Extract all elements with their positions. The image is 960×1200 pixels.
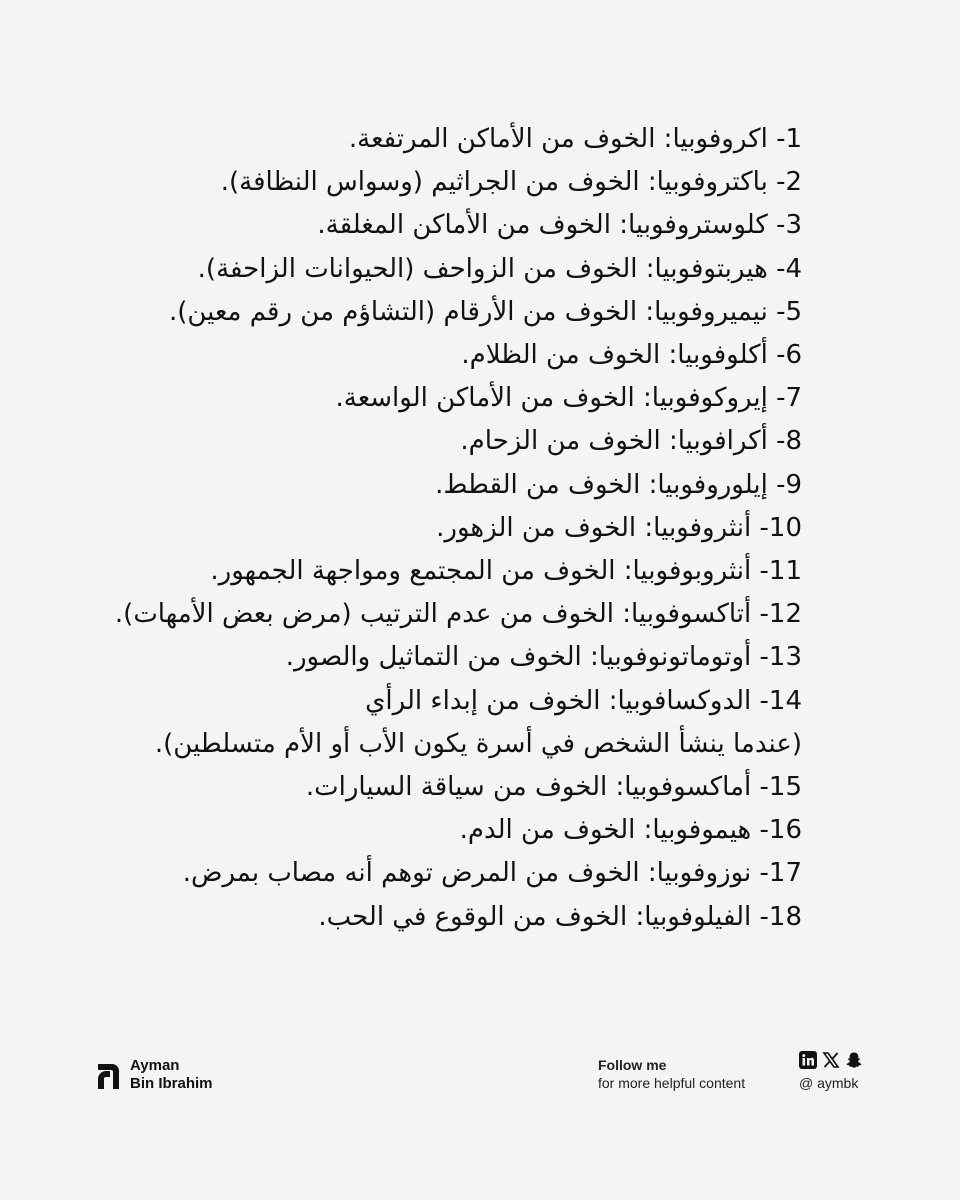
list-item: 6- أكلوفوبيا: الخوف من الظلام. [461,340,802,371]
brand-line-1: Ayman [130,1057,180,1074]
brand-logo-icon [96,1060,120,1090]
list-item: 10- أنثروفوبيا: الخوف من الزهور. [436,512,802,543]
list-item: 17- نوزوفوبيا: الخوف من المرض توهم أنه مصاب بمرض. [182,858,802,889]
follow-title: Follow me [598,1057,667,1073]
follow-block [598,1056,745,1092]
follow-subtitle: for more helpful content [598,1075,746,1091]
brand-name [130,1057,213,1093]
list-item: 14- الدوكسافوبيا: الخوف من إبداء الرأي [365,685,802,716]
linkedin-icon[interactable] [799,1051,817,1069]
list-item: 8- أكرافوبيا: الخوف من الزحام. [460,426,802,457]
list-item: 15- أماكسوفوبيا: الخوف من سياقة السيارات. [305,772,802,803]
list-item: 16- هيموفوبيا: الخوف من الدم. [459,815,802,846]
list-item: 2- باكتروفوبيا: الخوف من الجراثيم (وسواس النظافة). [220,167,802,198]
social-block [799,1050,863,1092]
x-icon[interactable] [822,1051,840,1069]
list-item: 7- إيروكوفوبيا: الخوف من الأماكن الواسعة. [335,383,802,414]
list-item: 13- أوتوماتونوفوبيا: الخوف من التماثيل والصور. [285,642,802,673]
list-item: 18- الفيلوفوبيا: الخوف من الوقوع في الحب. [318,901,802,932]
phobia-list [82,118,802,939]
list-item-continuation: (عندما ينشأ الشخص في أسرة يكون الأب أو الأم متسلطين). [154,728,802,759]
list-item: 3- كلوستروفوبيا: الخوف من الأماكن المغلقة. [317,210,802,241]
list-item: 4- هيربتوفوبيا: الخوف من الزواحف (الحيوانات الزاحفة). [197,253,802,284]
list-item: 1- اكروفوبيا: الخوف من الأماكن المرتفعة. [348,124,802,154]
snapchat-icon[interactable] [845,1051,863,1069]
list-item: 9- إيلوروفوبيا: الخوف من القطط. [435,469,802,500]
list-item: 12- أتاكسوفوبيا: الخوف من عدم الترتيب (مرض بعض الأمهات). [114,599,802,630]
list-item: 5- نيميروفوبيا: الخوف من الأرقام (التشاؤم من رقم معين). [168,296,802,327]
brand-block [96,1052,213,1098]
brand-line-2: Bin Ibrahim [130,1075,213,1092]
social-handle[interactable]: @ aymbk [799,1075,859,1091]
list-item: 11- أنثروبوفوبيا: الخوف من المجتمع ومواجهة الجمهور. [210,556,802,587]
